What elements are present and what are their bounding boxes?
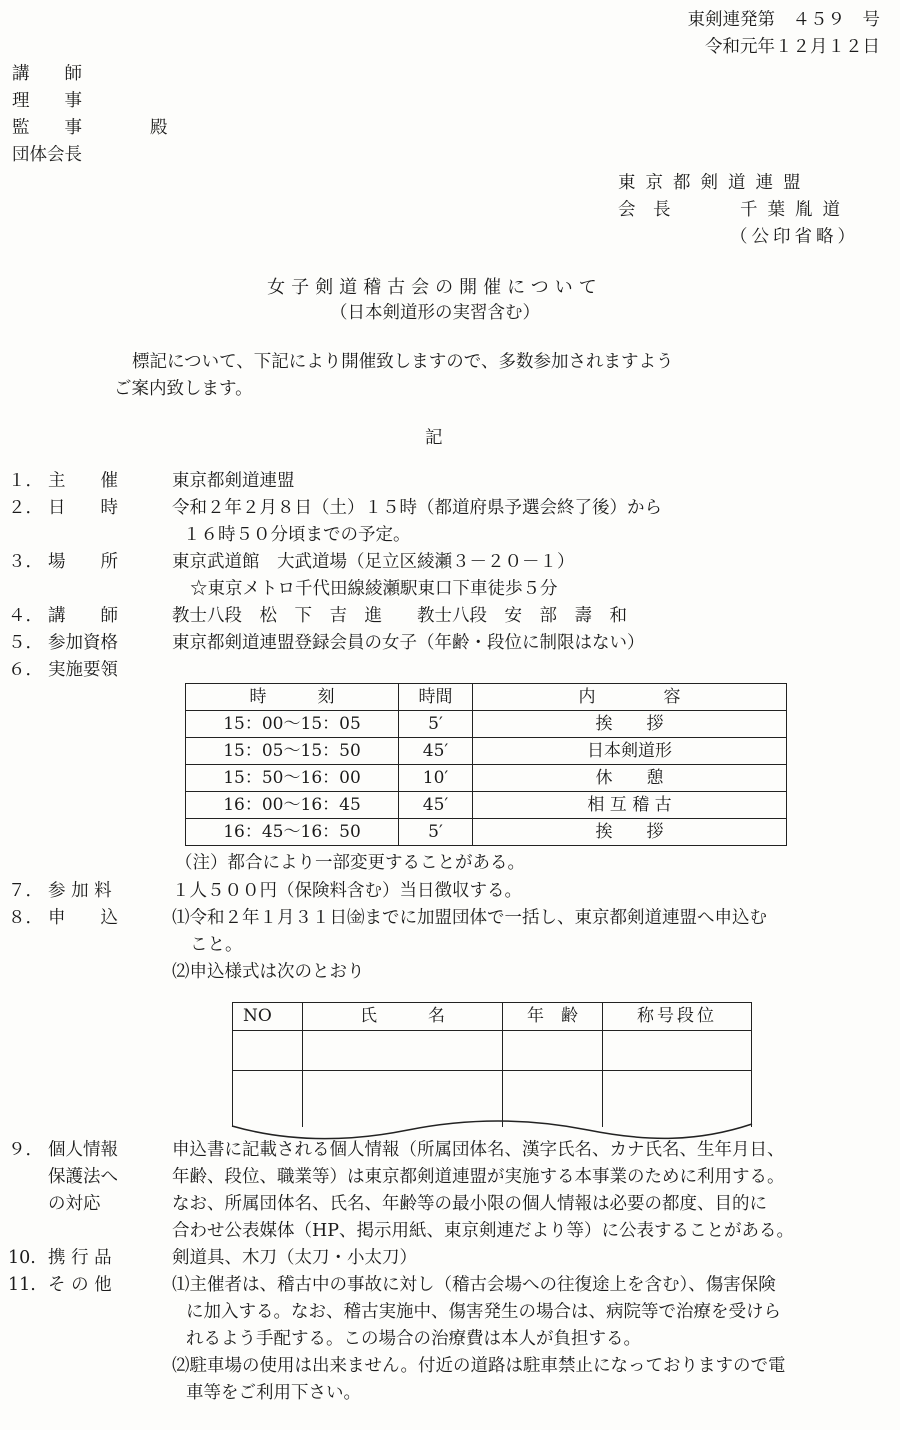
cell-time: 15：50～16：00: [186, 765, 399, 792]
item-number: ３．: [8, 552, 43, 572]
sender-org: 東京都剣道連盟: [618, 173, 811, 193]
header-age: 年 齢: [503, 1003, 603, 1031]
application-form-table: [232, 1002, 752, 1127]
seal-omitted-note: （公印省略）: [730, 227, 859, 247]
recipient-group-head: 団体会長: [12, 145, 82, 165]
item-number: 11.: [8, 1275, 36, 1295]
item-label: 申 込: [48, 908, 118, 928]
item-value-line: れるよう手配する。この場合の治療費は本人が負担する。: [186, 1329, 641, 1349]
cell-time: 15：00～15：05: [186, 711, 399, 738]
schedule-table: [185, 683, 787, 846]
item-value-line: こと。: [190, 935, 243, 955]
empty-cell: [503, 1031, 603, 1071]
item-number: ９．: [8, 1140, 43, 1160]
cell-duration: 45′: [399, 738, 473, 765]
document-title: 女子剣道稽古会の開催について: [267, 277, 603, 298]
intro-line-1: 標記について、下記により開催致しますので、多数参加されますよう: [132, 352, 674, 372]
cell-duration: 10′: [399, 765, 473, 792]
table-row: [233, 1031, 752, 1071]
empty-cell: [603, 1071, 752, 1127]
document-subtitle: （日本剣道形の実習含む）: [330, 303, 540, 323]
item-value-line: 令和２年２月８日（土）１５時（都道府県予選会終了後）から: [172, 498, 662, 518]
item-label: 主 催: [48, 471, 118, 491]
ki-heading: 記: [425, 428, 443, 448]
item-value-line: 合わせ公表媒体（HP、掲示用紙、東京剣連だより等）に公表することがある。: [172, 1221, 795, 1241]
item-value: 剣道具、木刀（太刀・小太刀）: [172, 1248, 417, 1268]
item-value-line: ⑵申込様式は次のとおり: [172, 962, 365, 982]
sender-title: 会 長: [618, 200, 671, 220]
header-no: NO: [233, 1003, 303, 1031]
item-label: 場 所: [48, 552, 118, 572]
item-number: ７．: [8, 881, 43, 901]
empty-cell: [603, 1031, 752, 1071]
cell-content: 相 互 稽 古: [473, 792, 787, 819]
table-row: [186, 819, 787, 846]
cell-content: 挨 拶: [473, 819, 787, 846]
item-label-line: 保護法へ: [48, 1167, 118, 1187]
header-duration: 時間: [399, 684, 473, 711]
item-value: 東京都剣道連盟: [172, 471, 295, 491]
header-name: 氏 名: [303, 1003, 503, 1031]
cell-content: 日本剣道形: [473, 738, 787, 765]
cell-content: 休 憩: [473, 765, 787, 792]
table-row: [186, 792, 787, 819]
item-label: 携 行 品: [48, 1248, 112, 1268]
item-value-line: ⑴主催者は、稽古中の事故に対し（稽古会場への往復途上を含む）、傷害保険: [172, 1275, 776, 1295]
header-rank: 称号段位: [603, 1003, 752, 1031]
table-row: [186, 711, 787, 738]
cell-time: 15：05～15：50: [186, 738, 399, 765]
recipient-director: 理 事: [12, 91, 82, 111]
empty-cell: [233, 1031, 303, 1071]
item-value-line: ☆東京メトロ千代田線綾瀬駅東口下車徒歩５分: [190, 579, 558, 599]
item-number: 10.: [8, 1248, 36, 1268]
item-label: 日 時: [48, 498, 118, 518]
item-value-line: 年齢、段位、職業等）は東京都剣道連盟が実施する本事業のために利用する。: [172, 1167, 785, 1187]
item-number: ２．: [8, 498, 43, 518]
cell-duration: 5′: [399, 711, 473, 738]
recipient-auditor: 監 事: [12, 118, 82, 138]
empty-cell: [503, 1071, 603, 1127]
item-label: 実施要領: [48, 660, 118, 680]
item-value-line: 東京武道館 大武道場（足立区綾瀬３－２０－１）: [172, 552, 575, 572]
cell-time: 16：45～16：50: [186, 819, 399, 846]
honorific: 殿: [150, 118, 168, 138]
schedule-header-row: [186, 684, 787, 711]
item-value-line: １６時５０分頃までの予定。: [183, 525, 411, 545]
header-time: 時 刻: [186, 684, 399, 711]
empty-cell: [233, 1071, 303, 1127]
form-header-row: [233, 1003, 752, 1031]
item-value: １人５００円（保険料含む）当日徴収する。: [172, 881, 522, 901]
item-number: ４．: [8, 606, 43, 626]
item-number: ６．: [8, 660, 43, 680]
item-value-line: に加入する。なお、稽古実施中、傷害発生の場合は、病院等で治療を受けら: [186, 1302, 781, 1322]
table-row: [186, 765, 787, 792]
table-row: [186, 738, 787, 765]
item-label: 参 加 料: [48, 881, 112, 901]
cell-content: 挨 拶: [473, 711, 787, 738]
schedule-note: （注）都合により一部変更することがある。: [175, 853, 525, 873]
cell-duration: 5′: [399, 819, 473, 846]
item-label: そ の 他: [48, 1275, 112, 1295]
recipient-instructor: 講 師: [12, 64, 82, 84]
item-value: 教士八段 松 下 吉 進 教士八段 安 部 壽 和: [172, 606, 627, 626]
item-value-line: 申込書に記載される個人情報（所属団体名、漢字氏名、カナ氏名、生年月日、: [172, 1140, 785, 1160]
item-number: ５．: [8, 633, 43, 653]
item-value-line: ⑵駐車場の使用は出来ません。付近の道路は駐車禁止になっておりますので電: [172, 1356, 786, 1376]
item-number: １．: [8, 471, 43, 491]
issue-date: 令和元年１２月１２日: [705, 37, 880, 57]
item-value-line: 車等をご利用下さい。: [186, 1383, 361, 1403]
empty-cell: [303, 1031, 503, 1071]
reference-number: 東剣連発第 ４５９ 号: [687, 10, 880, 30]
item-label: 講 師: [48, 606, 118, 626]
empty-cell: [303, 1071, 503, 1127]
item-value-line: ⑴令和２年１月３１日㈮までに加盟団体で一括し、東京都剣道連盟へ申込む: [172, 908, 767, 928]
cell-time: 16：00～16：45: [186, 792, 399, 819]
item-value-line: なお、所属団体名、氏名、年齢等の最小限の個人情報は必要の都度、目的に: [172, 1194, 767, 1214]
item-number: ８．: [8, 908, 43, 928]
item-label-line: 個人情報: [48, 1140, 118, 1160]
header-content: 内 容: [473, 684, 787, 711]
item-label: 参加資格: [48, 633, 118, 653]
intro-line-2: ご案内致します。: [114, 379, 253, 399]
cell-duration: 45′: [399, 792, 473, 819]
item-label-line: の対応: [48, 1194, 101, 1214]
sender-name: 千葉胤道: [740, 200, 850, 220]
item-value: 東京都剣道連盟登録会員の女子（年齢・段位に制限はない）: [172, 633, 645, 653]
table-row: [233, 1071, 752, 1127]
